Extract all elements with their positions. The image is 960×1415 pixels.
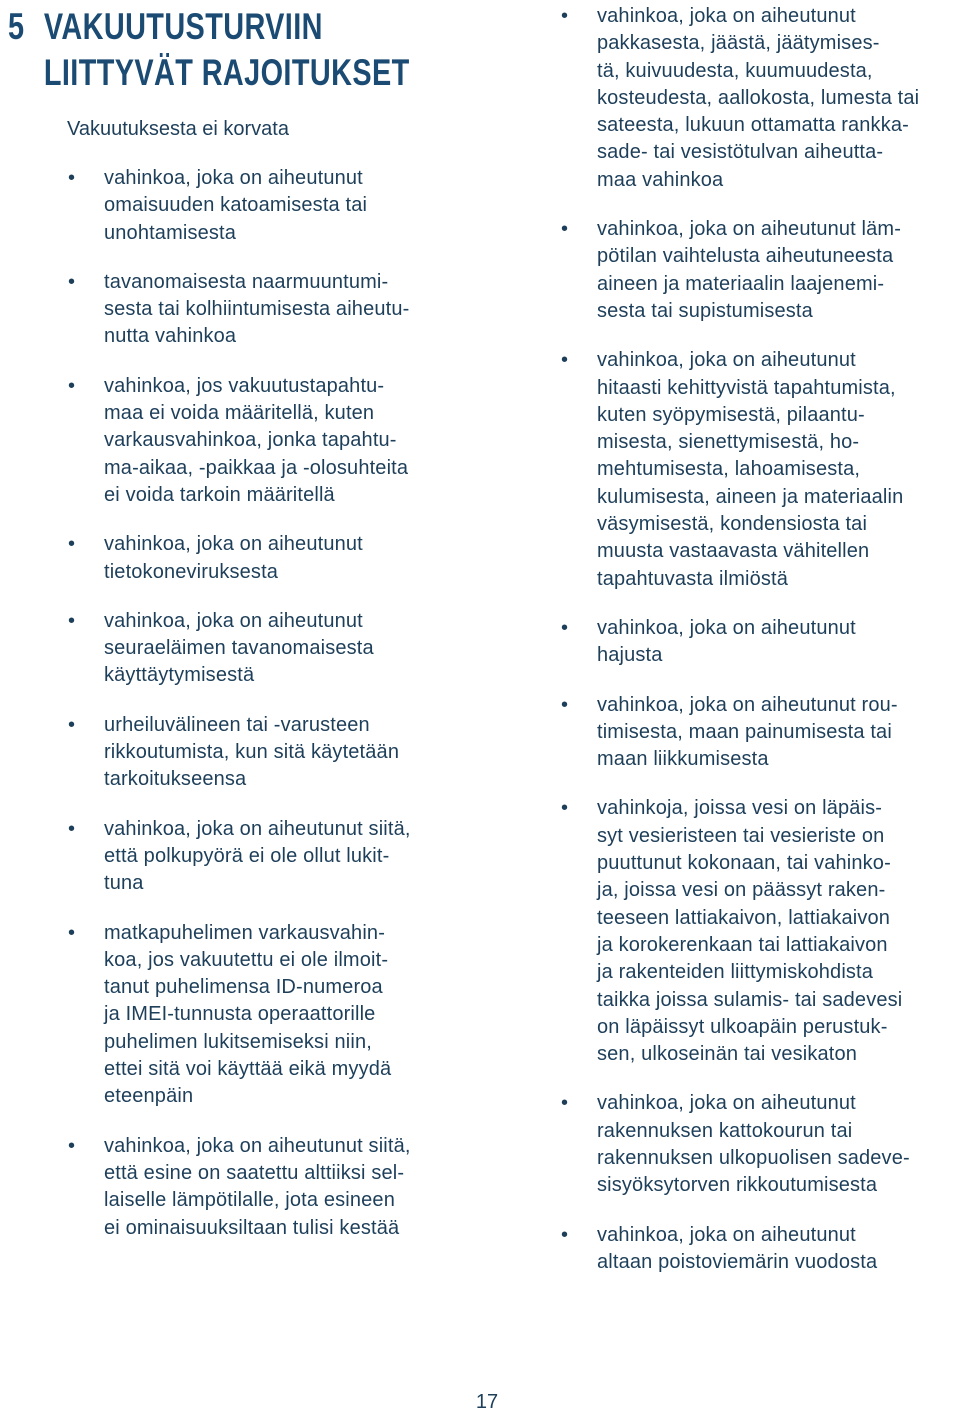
list-item — [62, 816, 482, 898]
list-item-text: vahinkoa, joka on aiheutunut siitä, että polkupyörä ei ole ollut lukit- tuna — [104, 817, 411, 895]
right-column — [555, 3, 960, 1298]
list-item-text: vahinkoa, joka on aiheutunut hitaasti kehittyvistä tapahtumista, kuten syöpymisestä, pilaantu- misesta, sienettymisestä, ho- mehtumisesta, lahoamisesta, kulumisesta, aineen ja materiaalin väsymisestä, kondensiosta tai muusta vastaavasta vähitellen tapahtuvasta ilmiöstä — [597, 349, 904, 590]
list-item-text: vahinkoa, joka on aiheutunut tietokoneviruksesta — [104, 533, 363, 583]
list-item — [62, 373, 482, 509]
left-column — [62, 165, 482, 1264]
right-exclusions-list — [555, 3, 960, 1276]
list-item-text: vahinkoa, joka on aiheutunut rou- timisesta, maan painumisesta tai maan liikkumisesta — [597, 693, 898, 771]
bullet-icon: • — [68, 713, 76, 736]
bullet-icon: • — [561, 1223, 569, 1246]
list-item — [555, 1222, 960, 1277]
list-item — [62, 712, 482, 794]
bullet-icon: • — [561, 1092, 569, 1115]
list-item-text: matkapuhelimen varkausvahin- koa, jos vakuutettu ei ole ilmoit- tanut puhelimensa ID-numeroa ja IMEI-tunnusta operaattorille puhelimen lukitsemiseksi niin, ettei sitä voi käyttää eikä myydä eteenpäin — [104, 921, 392, 1108]
list-item — [62, 920, 482, 1111]
page-number: 17 — [475, 1391, 499, 1413]
bullet-icon: • — [561, 797, 569, 820]
section-heading-line1 — [8, 4, 410, 50]
bullet-icon: • — [68, 921, 76, 944]
section-number: 5 — [8, 6, 25, 47]
list-item — [555, 692, 960, 774]
bullet-icon: • — [561, 5, 569, 27]
list-item — [62, 1133, 482, 1242]
list-item — [62, 531, 482, 586]
bullet-icon: • — [561, 616, 569, 639]
list-item-text: urheiluvälineen tai -varusteen rikkoutumista, kun sitä käytetään tarkoitukseensa — [104, 713, 400, 791]
list-item-text: vahinkoa, jos vakuutustapahtu- maa ei voida määritellä, kuten varkausvahinkoa, jonka tapahtu- ma-aikaa, -paikkaa ja -olosuhteita ei voida tarkoin määritellä — [104, 374, 409, 506]
list-item — [555, 795, 960, 1068]
list-item — [555, 347, 960, 593]
bullet-icon: • — [68, 609, 76, 632]
list-item-text: tavanomaisesta naarmuuntumi- sesta tai kolhiintumisesta aiheutu- nutta vahinkoa — [104, 270, 410, 348]
list-item-text: vahinkoa, joka on aiheutunut seuraeläimen tavanomaisesta käyttäytymisestä — [104, 609, 374, 687]
list-item-text: vahinkoa, joka on aiheutunut siitä, että esine on saatettu alttiiksi sel- laiselle lämpötilalle, jota esineen ei ominaisuuksiltaan tulisi kestää — [104, 1134, 411, 1239]
list-item — [555, 3, 960, 194]
list-item-text: vahinkoa, joka on aiheutunut pakkasesta, jäästä, jäätymises- tä, kuivuudesta, kuumuudesta, kosteudesta, aallokosta, lumesta tai sateesta, lukuun ottamatta rankka- sade- tai vesistötulvan aiheutta- maa vahinkoa — [597, 5, 920, 191]
section-title-line2: LIITTYVÄT RAJOITUKSET — [43, 52, 410, 93]
bullet-icon: • — [68, 817, 76, 840]
bullet-icon: • — [68, 270, 76, 293]
list-item-text: vahinkoa, joka on aiheutunut omaisuuden katoamisesta tai unohtamisesta — [104, 167, 368, 244]
list-item — [555, 1090, 960, 1199]
bullet-icon: • — [68, 533, 76, 556]
bullet-icon: • — [561, 693, 569, 716]
list-item-text: vahinkoa, joka on aiheutunut rakennuksen kattokourun tai rakennuksen ulkopuolisen sadeve- sisyöksytorven rikkoutumisesta — [597, 1092, 910, 1197]
bullet-icon: • — [68, 167, 76, 189]
list-item — [555, 216, 960, 325]
list-item — [62, 165, 482, 247]
intro-text: Vakuutuksesta ei korvata — [67, 118, 289, 140]
bullet-icon: • — [68, 374, 76, 397]
list-item-text: vahinkoja, joissa vesi on läpäis- syt vesieristeen tai vesieriste on puuttunut kokonaan, tai vahinko- ja, joissa vesi on päässyt raken- teeseen lattiakaivon, lattiakaivon ja korokerenkaan tai lattiakaivon ja rakenteiden liittymiskohdista taikka joissa sulamis- tai sadevesi on läpäissyt ulkoapäin perustuk- sen, ulkoseinän tai vesikaton — [597, 797, 903, 1066]
list-item-text: vahinkoa, joka on aiheutunut läm- pötilan vaihtelusta aiheutuneesta aineen ja materiaalin laajenemi- sesta tai supistumisesta — [597, 218, 902, 322]
section-title-line1: VAKUUTUSTURVIIN — [43, 6, 323, 47]
list-item — [555, 615, 960, 670]
list-item — [62, 608, 482, 690]
list-item-text: vahinkoa, joka on aiheutunut altaan poistoviemärin vuodosta — [597, 1223, 878, 1273]
left-exclusions-list — [62, 165, 482, 1242]
list-item — [62, 269, 482, 351]
bullet-icon: • — [561, 349, 569, 372]
list-item-text: vahinkoa, joka on aiheutunut hajusta — [597, 616, 856, 667]
section-heading — [8, 4, 410, 96]
bullet-icon: • — [68, 1134, 76, 1157]
bullet-icon: • — [561, 218, 569, 241]
